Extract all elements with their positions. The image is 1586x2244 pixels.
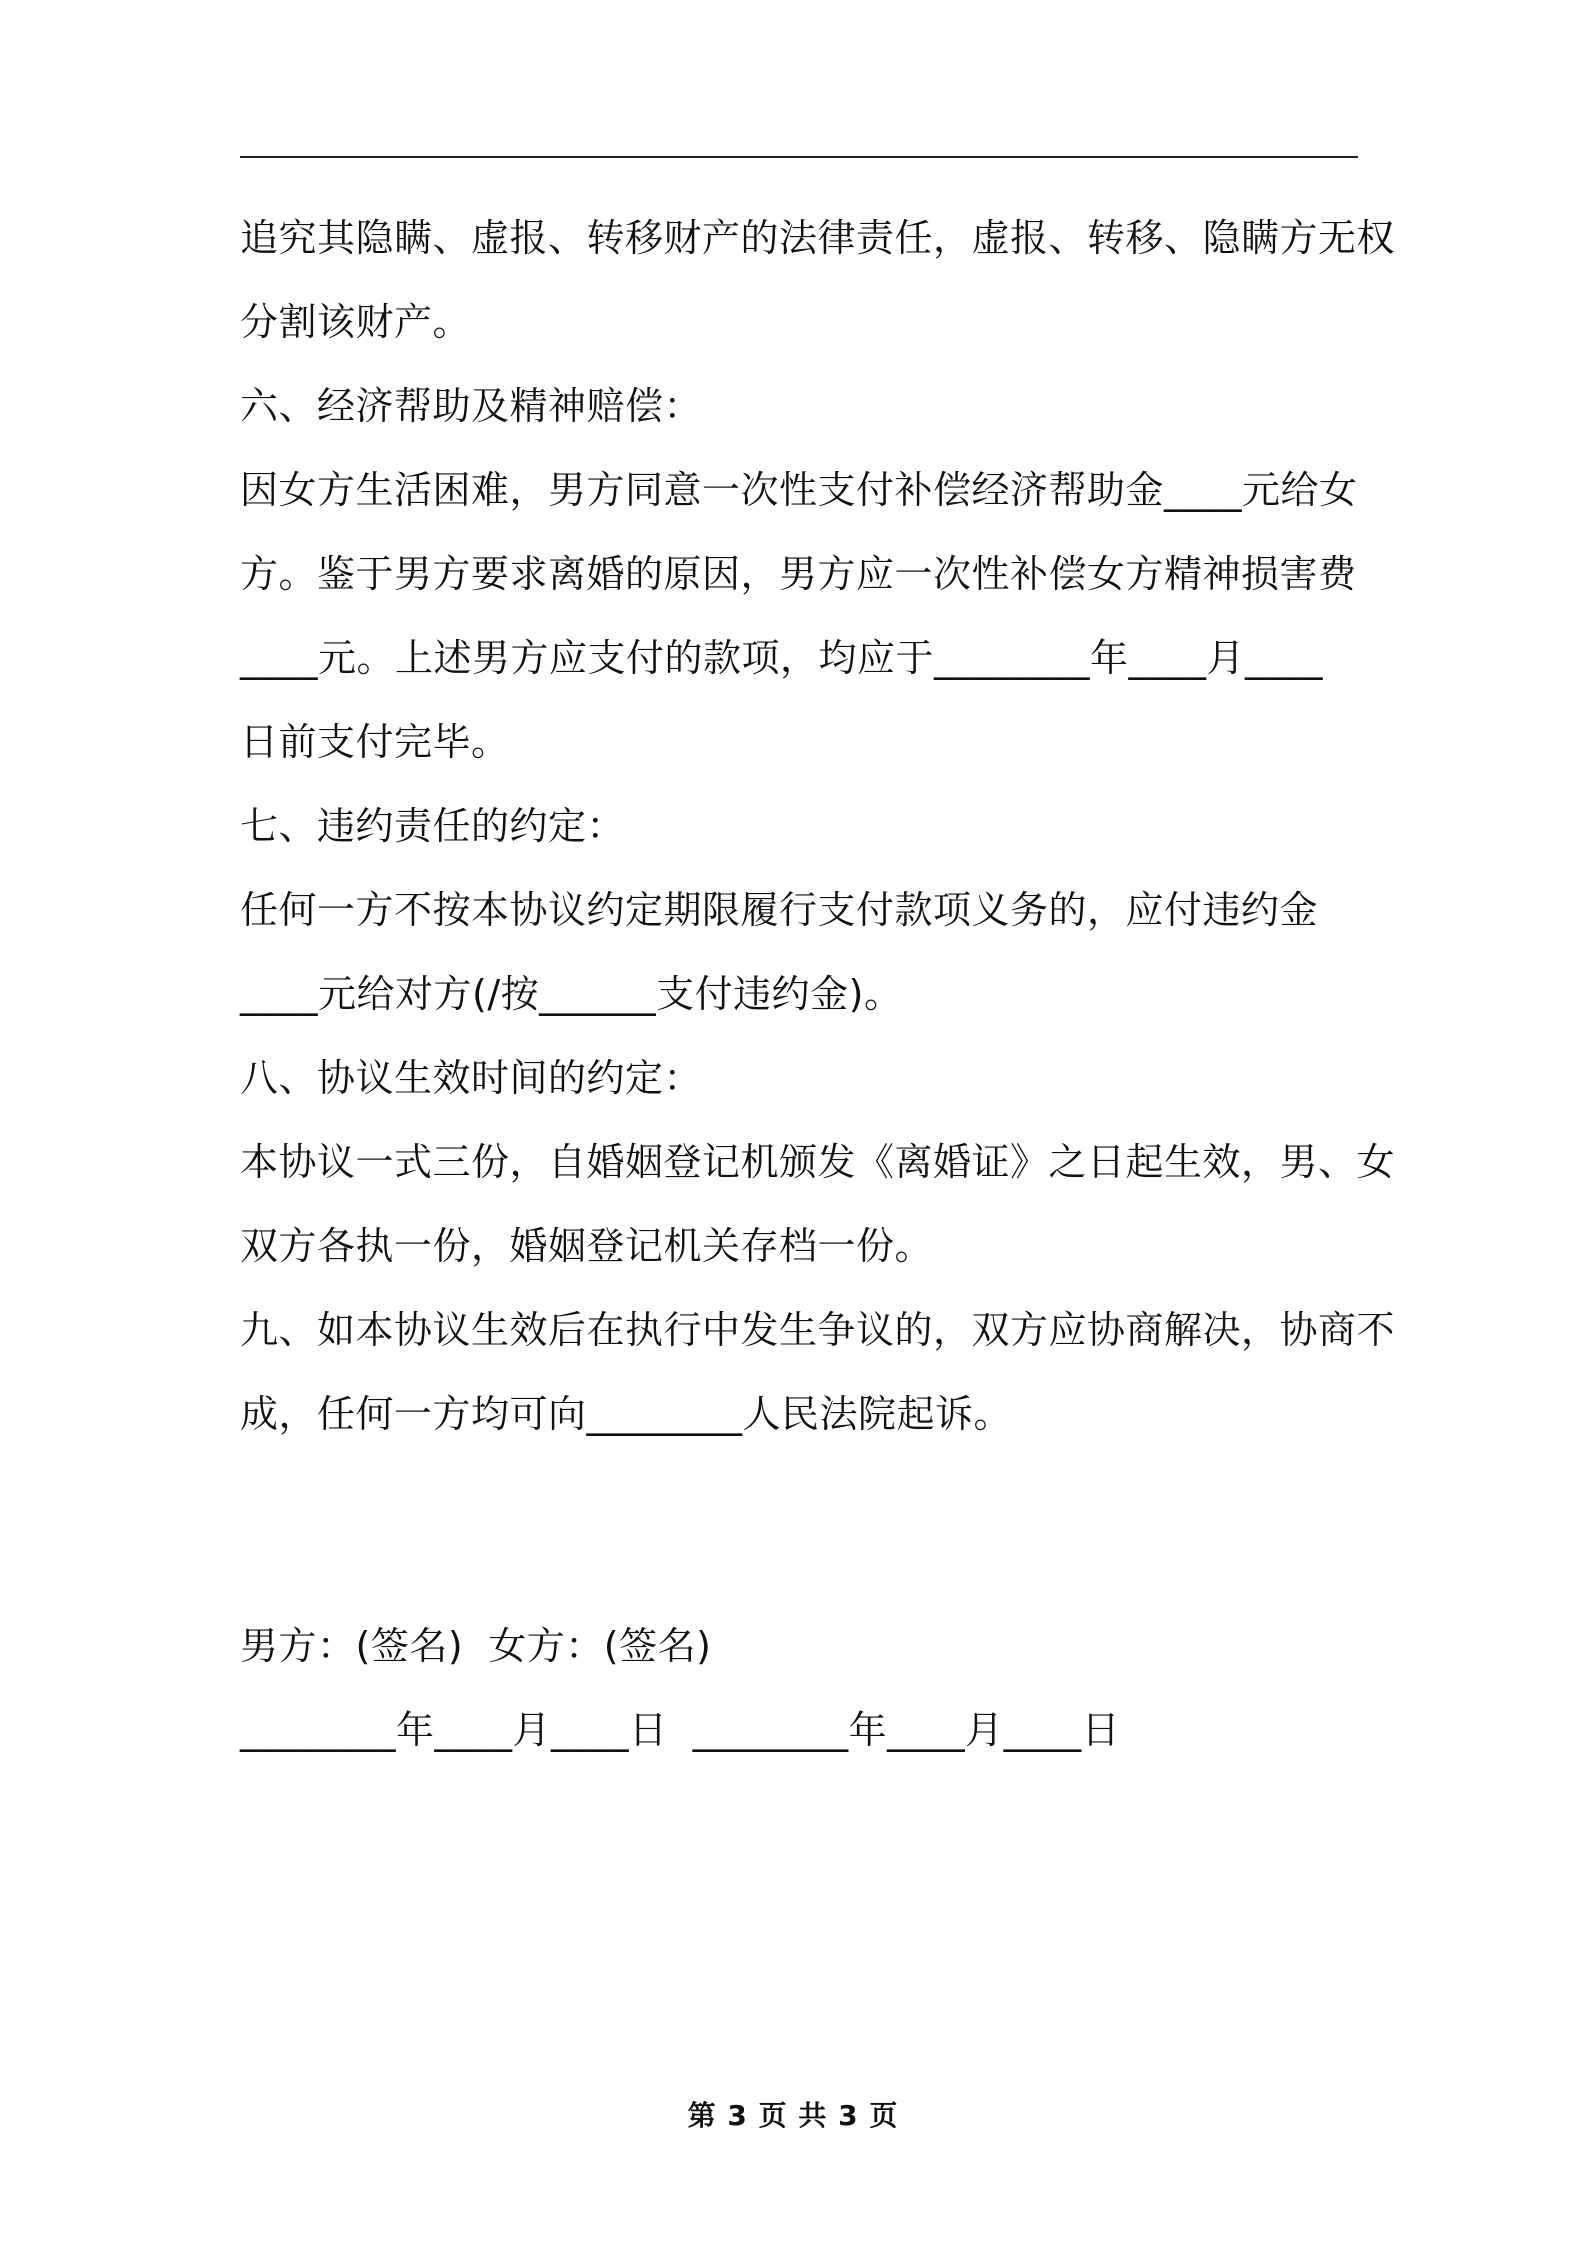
text-line: 分割该财产。	[240, 300, 472, 344]
section-heading-9: 九、如本协议生效后在执行中发生争议的，双方应协商解决，协商不	[240, 1308, 1396, 1352]
text-line: 本协议一式三份，自婚姻登记机颁发《离婚证》之日起生效，男、女	[240, 1140, 1396, 1184]
text-line: ____元给对方(/按______支付违约金)。	[240, 972, 903, 1016]
text-line: 日前支付完毕。	[240, 720, 510, 764]
text-line: 方。鉴于男方要求离婚的原因，男方应一次性补偿女方精神损害费	[240, 552, 1357, 596]
section-heading-7: 七、违约责任的约定：	[240, 804, 626, 848]
text-line: ____元。上述男方应支付的款项，均应于________年____月____	[240, 636, 1324, 680]
date-line: ________年____月____日 ________年____月____日	[240, 1708, 1121, 1752]
text-line: 成，任何一方均可向________人民法院起诉。	[240, 1392, 1013, 1436]
document-body	[240, 196, 1396, 1772]
text-line: 因女方生活困难，男方同意一次性支付补偿经济帮助金____元给女	[240, 468, 1358, 512]
text-line: 任何一方不按本协议约定期限履行支付款项义务的，应付违约金	[240, 888, 1319, 932]
text-line: 追究其隐瞒、虚报、转移财产的法律责任，虚报、转移、隐瞒方无权	[240, 216, 1396, 260]
text-line: 双方各执一份，婚姻登记机关存档一份。	[240, 1224, 934, 1268]
signature-line: 男方：(签名) 女方：(签名)	[240, 1624, 712, 1668]
spacer	[240, 1456, 1380, 1604]
page-number: 第 3 页 共 3 页	[687, 2099, 899, 2132]
section-heading-8: 八、协议生效时间的约定：	[240, 1056, 703, 1100]
header-rule	[240, 156, 1358, 158]
section-heading-6: 六、经济帮助及精神赔偿：	[240, 384, 703, 428]
